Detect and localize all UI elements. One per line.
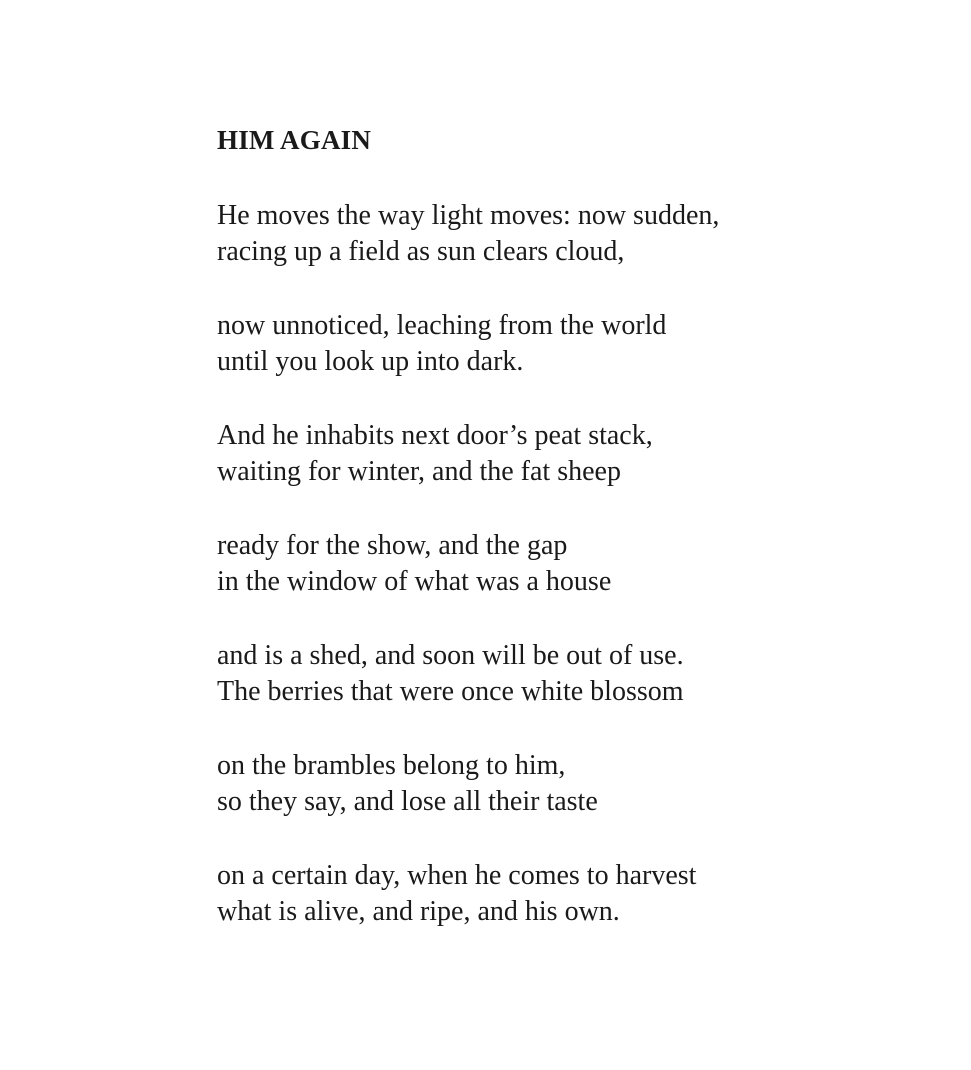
poem-line: waiting for winter, and the fat sheep	[217, 456, 621, 487]
poem-line: and is a shed, and soon will be out of use.	[217, 640, 684, 671]
poem-line: He moves the way light moves: now sudden,	[217, 200, 720, 231]
stanza	[217, 528, 917, 600]
stanza	[217, 308, 917, 380]
stanza	[217, 638, 917, 710]
poem-line: now unnoticed, leaching from the world	[217, 310, 667, 341]
stanza	[217, 748, 917, 820]
poem-line: so they say, and lose all their taste	[217, 786, 598, 817]
poem-title: HIM AGAIN	[217, 125, 372, 155]
poem	[217, 122, 917, 968]
poem-line: And he inhabits next door’s peat stack,	[217, 420, 653, 451]
poem-line: racing up a field as sun clears cloud,	[217, 236, 625, 267]
poem-body	[217, 198, 917, 930]
poem-line: ready for the show, and the gap	[217, 530, 568, 561]
stanza	[217, 418, 917, 490]
poem-line: on a certain day, when he comes to harvest	[217, 860, 697, 891]
stanza	[217, 198, 917, 270]
stanza	[217, 858, 917, 930]
poem-line: The berries that were once white blossom	[217, 676, 684, 707]
poem-line: on the brambles belong to him,	[217, 750, 566, 781]
poem-line: in the window of what was a house	[217, 566, 612, 597]
poem-line: until you look up into dark.	[217, 346, 524, 377]
poem-line: what is alive, and ripe, and his own.	[217, 896, 620, 927]
